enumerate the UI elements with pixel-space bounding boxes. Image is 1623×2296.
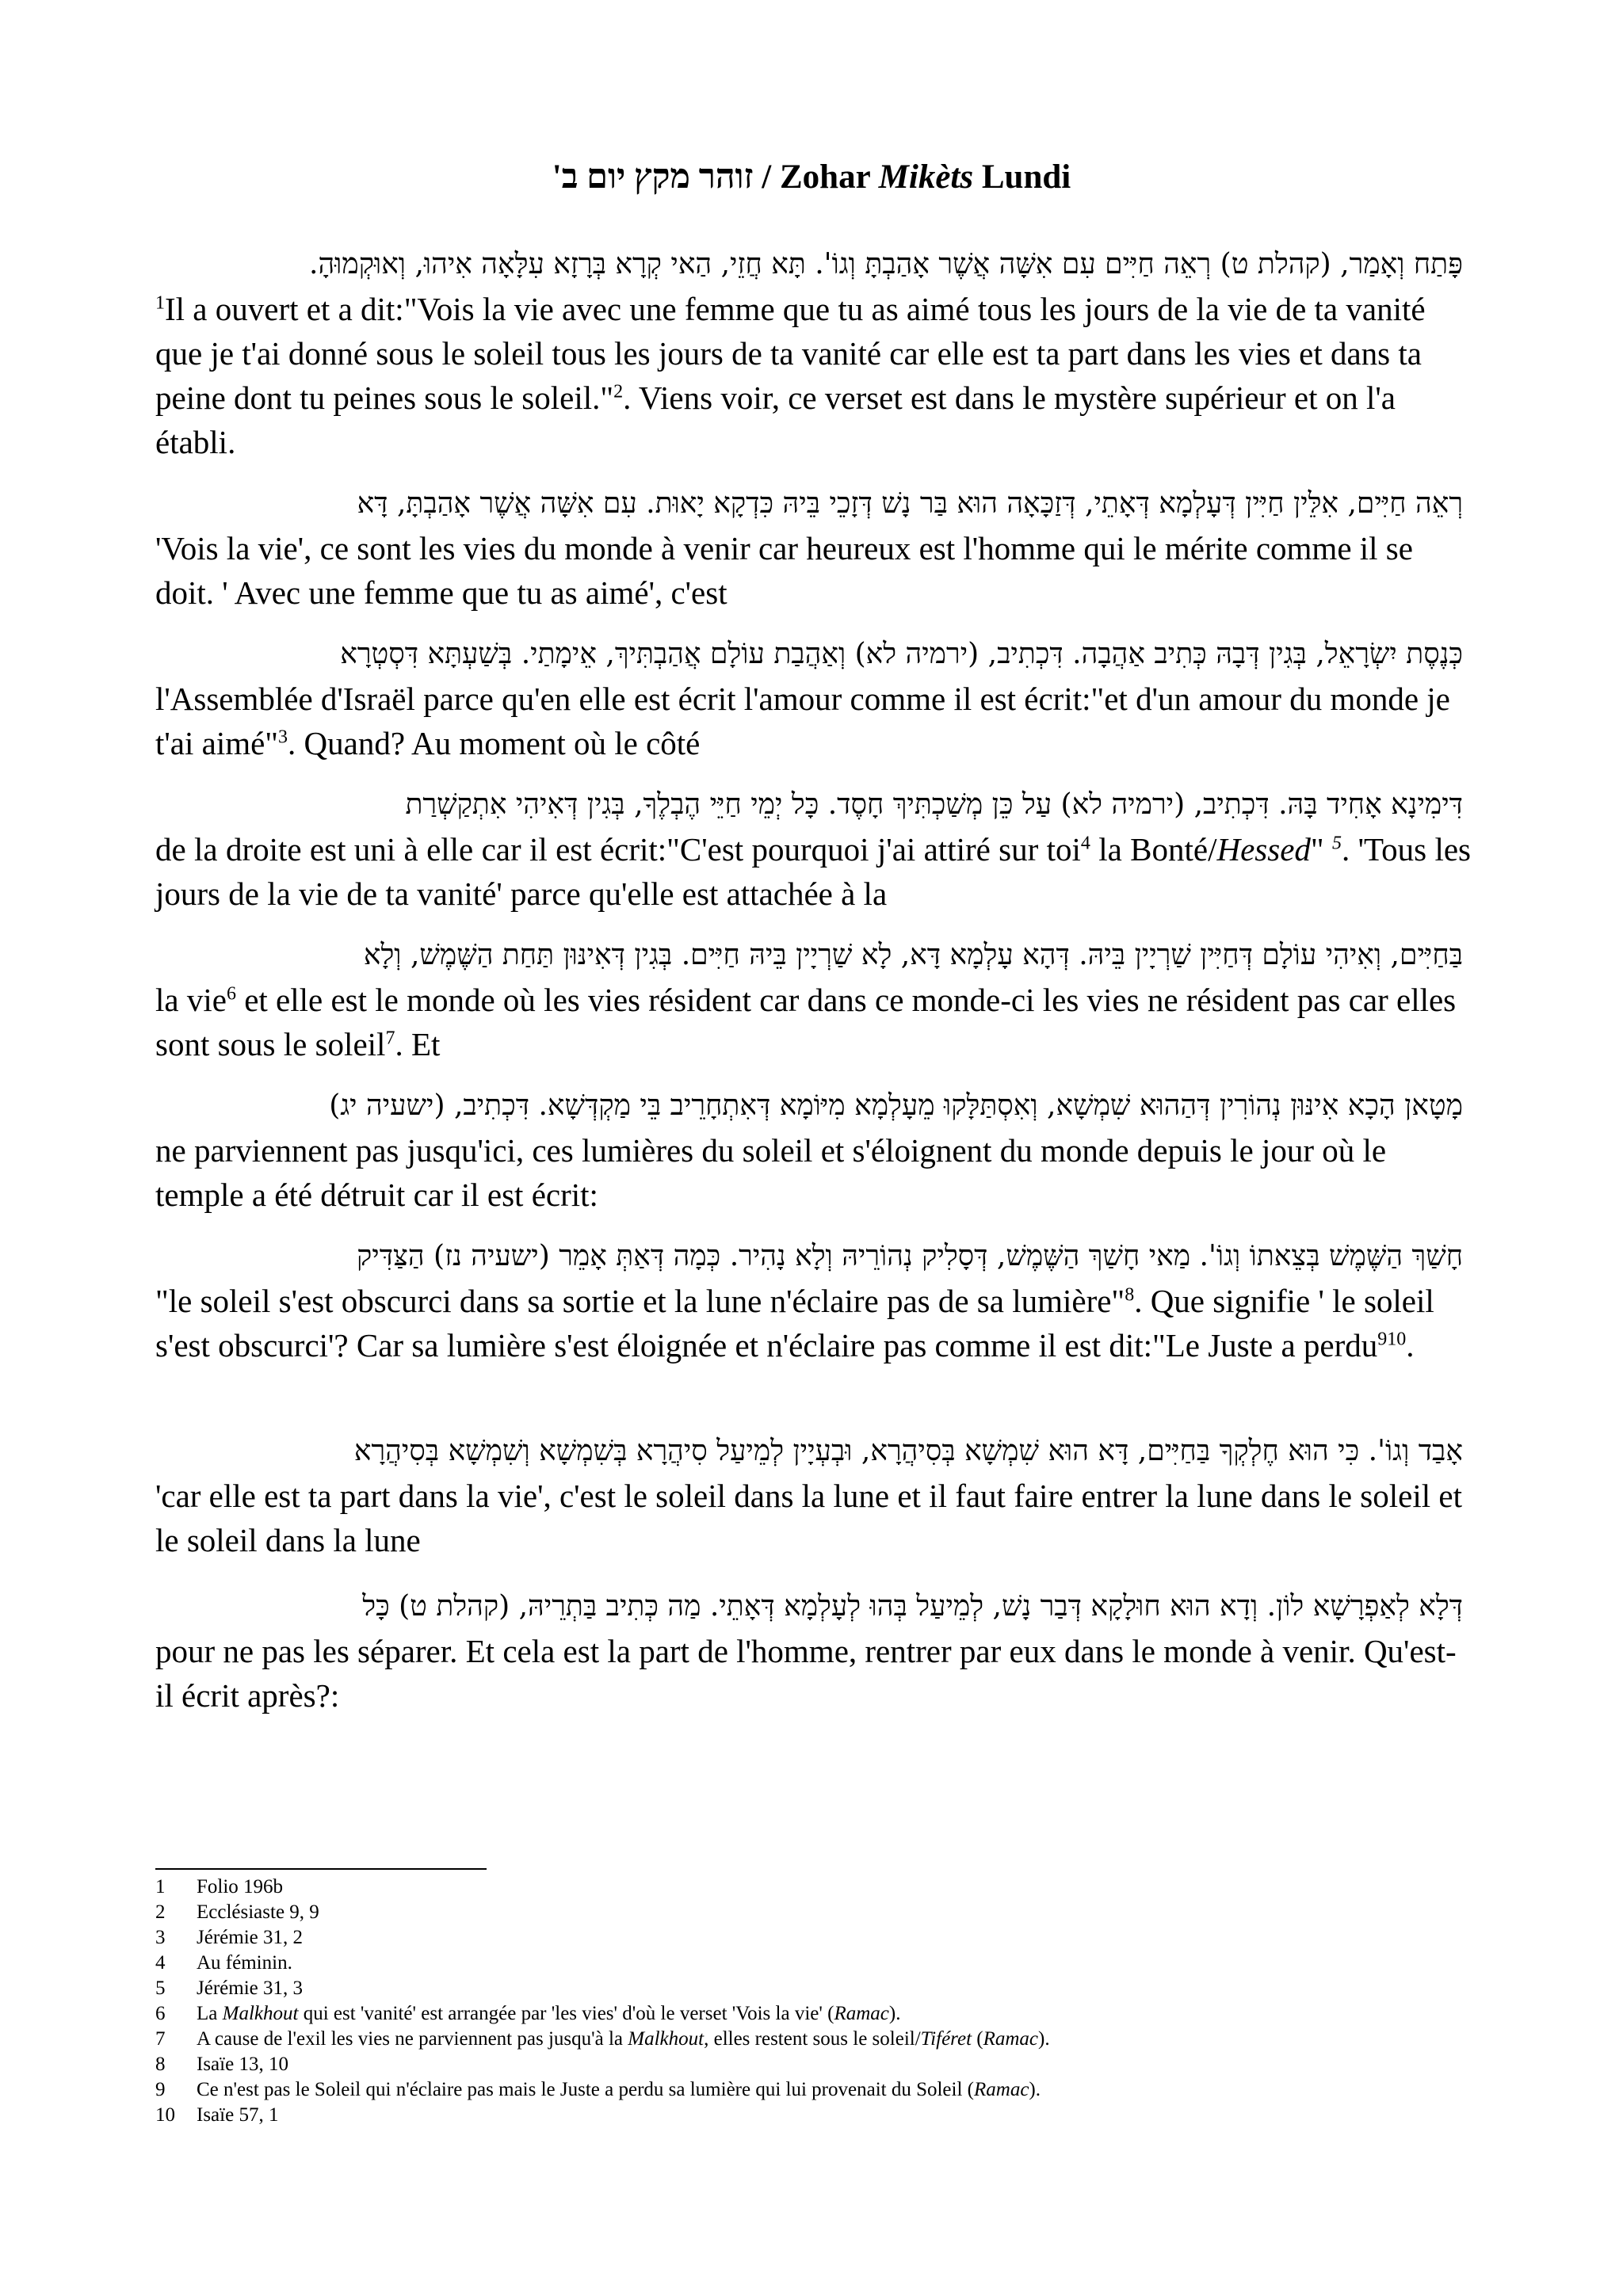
footnote-item: 2 Ecclésiaste 9, 9 (155, 1901, 319, 1923)
french-text: $^1$Il a ouvert et a dit:"Vois la vie avec une femme que tu as aimé tous les jours de la vie de ta vanité que je t'ai donné sous le soleil tous les jours de ta vanité car elle est ta part dans les vies et dans ta peine dont tu peines sous le soleil."$^2$. Viens voir, ce verset est dans le mystère supérieur et on l'a établi. (155, 291, 1426, 460)
footnote-item: 5 Jérémie 31, 3 (155, 1978, 303, 1999)
french-text: pour ne pas les séparer. Et cela est la part de l'homme, rentrer par eux dans le monde à venir. Qu'est-il écrit après?: (155, 1633, 1457, 1714)
footnote-ref: 2 (613, 381, 624, 402)
french-text: 'car elle est ta part dans la vie', c'est le soleil dans la lune et il faut faire entrer la lune dans le soleil et le soleil dans la lune (155, 1478, 1462, 1558)
title-day: Lundi (973, 158, 1071, 196)
footnote-item: 8 Isaïe 13, 10 (155, 2054, 288, 2075)
page-title (0, 157, 1623, 198)
french-text: la vie$^6$ et elle est le monde où les vies résident car dans ce monde-ci les vies ne résident pas car elles sont sous le soleil$^7$. Et (155, 982, 1457, 1062)
footnote-ref: 4 (1080, 833, 1090, 854)
paragraph-8 (155, 1429, 1471, 1562)
paragraph-4 (155, 783, 1471, 916)
paragraph-3 (155, 632, 1471, 765)
footnote-ref: 6 (226, 983, 236, 1005)
paragraph-7 (155, 1234, 1471, 1367)
hebrew-line: כְּנֶסֶת יִשְׂרָאֵל, בְּגִין דְּבָהּ כְּתִיב אַהֲבָה. דִּכְתִיב, (ירמיה לא) וְאַהֲבַת עוֹלָם אֲהַבְתִּיךְ, אֵימָתַי. בְּשַׁעְתָּא דִּסְטְרָא (340, 638, 1463, 670)
french-text: l'Assemblée d'Israël parce qu'en elle est écrit l'amour comme il est écrit:"et d'un amour du monde je t'ai aimé"$^3$. Quand? Au moment où le côté (155, 681, 1450, 761)
footnote-item: 3 Jérémie 31, 2 (155, 1927, 303, 1948)
hebrew-line: דְּלָא לְאַפְרָשָׁא לוֹן. וְדָא הוּא חוּלָקָא דְּבַר נָשׁ, לְמֵיעַל בְּהוּ לְעָלְמָא דְּאָתֵי. מַה כְּתִיב בַּתְרֵיהּ, (קהלת ט) כָּל (362, 1590, 1463, 1623)
french-text: de la droite est uni à elle car il est écrit:"C'est pourquoi j'ai attiré sur toi$^4$ la Bonté/Hessed" $^5$. 'Tous les jours de la vie de ta vanité' parce qu'elle est attachée à la (155, 831, 1471, 912)
footnote-item: 4 Au féminin. (155, 1952, 292, 1974)
footnote-ref: 10 (1387, 1329, 1407, 1350)
footnote-ref: 3 (278, 727, 288, 748)
title-hebrew: זוהר מקץ יום ב' (552, 158, 754, 196)
paragraph-2 (155, 482, 1471, 615)
footnote-item: 1 Folio 196b (155, 1876, 284, 1897)
hebrew-line: חָשַׁךְ הַשֶּׁמֶשׁ בְּצֵאתוֹ וְגוֹ'. מַאי חָשַׁךְ הַשֶּׁמֶשׁ, דְּסָלִיק נְהוֹרֵיהּ וְלָא נָהִיר. כְּמָה דְּאַתְּ אָמֵר (ישעיה נז) הַצַּדִּיק (357, 1240, 1463, 1272)
footnote-item: 6 La Malkhout qui est 'vanité' est arrangée par 'les vies' d'où le verset 'Vois la vie' (Ramac). (155, 2003, 901, 2024)
footnote-ref: 5 (1332, 833, 1342, 854)
footnotes (155, 1875, 1471, 2128)
hebrew-line: דִּימִינָא אָחִיד בָּהּ. דִּכְתִיב, (ירמיה לא) עַל כֵּן מְשַׁכְתִּיךְ חָסֶד. כָּל יְמֵי חַיֵּי הֶבְלֶךָ, בְּגִין דְּאִיהִי אִתְקַשְׁרַת (405, 788, 1463, 821)
paragraph-9 (155, 1585, 1471, 1718)
paragraph-6 (155, 1084, 1471, 1217)
hebrew-line: אָבַד וְגוֹ'. כִּי הוּא חֶלְקְךָ בַּחַיִּים, דָּא הוּא שִׁמְשָׁא בְּסִיהֲרָא, וּבְעְיָין לְמֵיעַל סִיהֲרָא בְּשִׁמְשָׁא וְשִׁמְשָׁא בְּסִיהֲרָא (353, 1435, 1463, 1467)
title-miketz: Mikèts (878, 158, 974, 196)
hebrew-line: בַּחַיִּים, וְאִיהִי עוֹלָם דְּחַיִּין שַׁרְיָין בֵּיהּ. דְּהָא עָלְמָא דָּא, לָא שַׁרְיָין בֵּיהּ חַיִּים. בְּגִין דְּאִינּוּן תַּחַת הַשֶּׁמֶשׁ, וְלָא (363, 939, 1463, 971)
footnote-ref: 1 (155, 292, 165, 314)
paragraph-5 (155, 933, 1471, 1066)
hebrew-line: מָטָאן הָכָא אִינּוּן נְהוֹרִין דְּהַהוּא שִׁמְשָׁא, וְאִסְתַּלָּקוּ מֵעָלְמָא מִיּוֹמָא דְּאִתְחָרֵיב בֵּי מַקְדְּשָׁא. דִּכְתִיב, (ישעיה יג) (329, 1089, 1463, 1122)
title-zohar: Zohar (780, 158, 879, 196)
footnote-ref: 8 (1125, 1284, 1135, 1306)
french-text: "le soleil s'est obscurci dans sa sortie et la lune n'éclaire pas de sa lumière"$^8$. Que signifie ' le soleil s'est obscurci'? Car sa lumière s'est éloignée et n'éclaire pas comme il est dit:"Le Juste a perdu$^{910}$. (155, 1283, 1434, 1363)
footnote-item: 9 Ce n'est pas le Soleil qui n'éclaire pas mais le Juste a perdu sa lumière qui lui provenait du Soleil (Ramac). (155, 2079, 1041, 2100)
footnote-separator (155, 1868, 487, 1870)
footnote-item: 10 Isaïe 57, 1 (155, 2104, 279, 2126)
title-separator: / (753, 158, 780, 196)
paragraph-1 (155, 242, 1471, 464)
hebrew-line: רְאֵה חַיִּים, אִלֵּין חַיִּין דְּעָלְמָא דְּאָתֵי, דְּזַכָּאָה הוּא בַּר נָשׁ דְּזָכֵי בֵּיהּ כִּדְקָא יָאוּת. עִם אִשָּׁה אֲשֶׁר אָהַבְתָּ, דָּא (357, 487, 1463, 520)
french-text: ne parviennent pas jusqu'ici, ces lumières du soleil et s'éloignent du monde depuis le jour où le temple a été détruit car il est écrit: (155, 1132, 1387, 1213)
footnote-ref: 7 (385, 1028, 395, 1049)
footnote-ref: 9 (1377, 1329, 1388, 1350)
footnote-item: 7 A cause de l'exil les vies ne parviennent pas jusqu'à la Malkhout, elles restent sous le soleil/Tiféret (Ramac). (155, 2028, 1050, 2050)
hebrew-line: פָּתַח וְאָמַר, (קהלת ט) רְאֵה חַיִּים עִם אִשָּׁה אֲשֶׁר אָהַבְתָּ וְגוֹ'. תָּא חֲזֵי, הַאי קְרָא בְּרָזָא עִלָּאָה אִיהוּ, וְאוּקְמוּהָ. (309, 248, 1463, 280)
french-text: 'Vois la vie', ce sont les vies du monde à venir car heureux est l'homme qui le mérite comme il se doit. ' Avec une femme que tu as aimé', c'est (155, 530, 1413, 611)
